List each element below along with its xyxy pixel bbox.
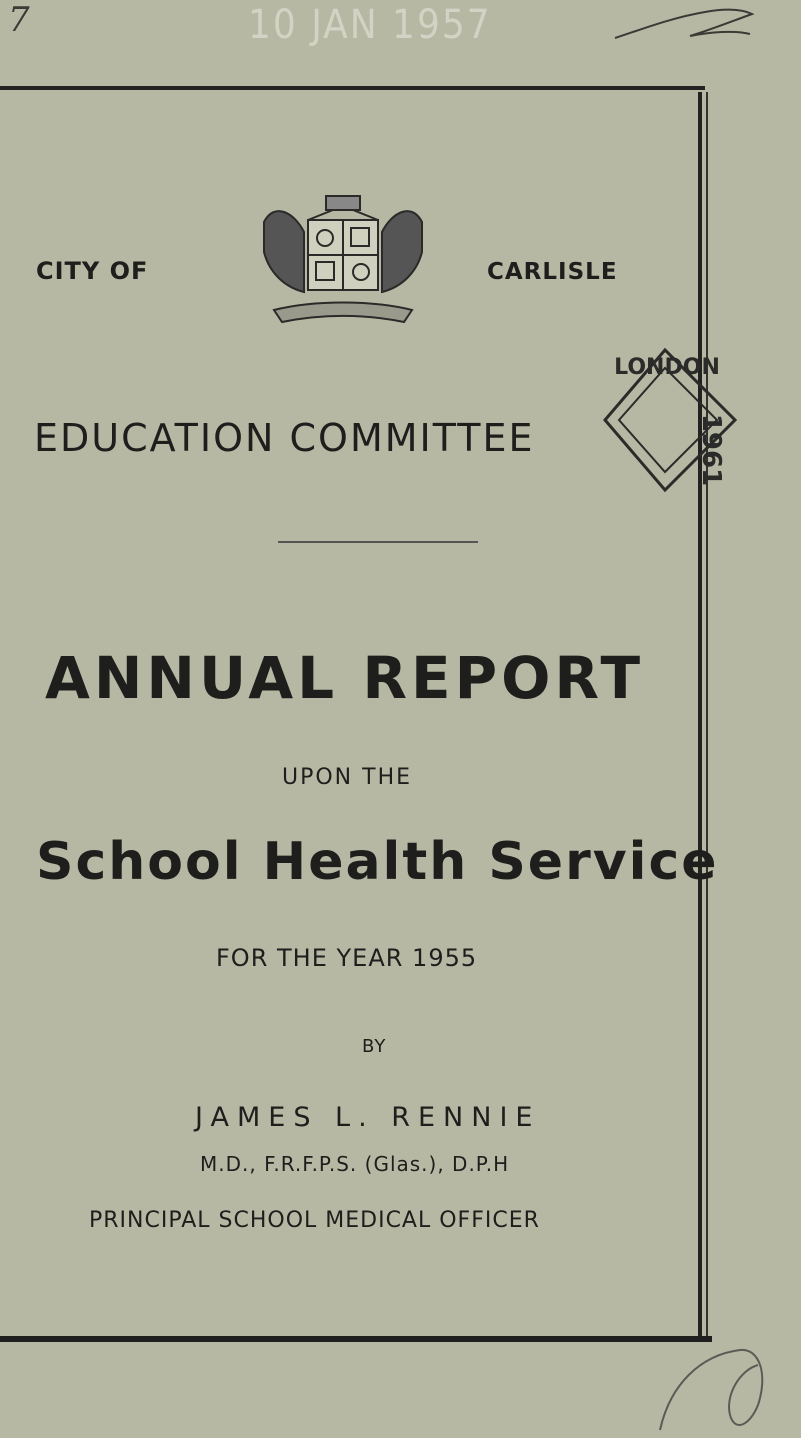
seal-year-text: 1961	[696, 413, 726, 487]
coat-of-arms-icon	[254, 192, 432, 332]
upon-the-label: UPON THE	[282, 765, 413, 790]
corner-scribble-icon	[640, 1345, 780, 1435]
report-title: ANNUAL REPORT	[45, 644, 645, 712]
report-subject: School Health Service	[36, 832, 719, 892]
signature-scribble-icon	[610, 0, 760, 50]
author-position: PRINCIPAL SCHOOL MEDICAL OFFICER	[89, 1208, 540, 1233]
city-name: CARLISLE	[487, 259, 618, 285]
frame-right-edge	[706, 92, 708, 1337]
top-border-rule	[0, 86, 705, 90]
bottom-border-rule	[0, 1336, 712, 1342]
committee-underline	[278, 541, 478, 543]
by-label: BY	[362, 1036, 387, 1057]
author-qualifications: M.D., F.R.F.P.S. (Glas.), D.P.H	[200, 1152, 510, 1176]
report-year: FOR THE YEAR 1955	[216, 944, 478, 972]
city-of-label: CITY OF	[36, 257, 149, 285]
committee-name: EDUCATION COMMITTEE	[34, 416, 535, 460]
seal-city-text: LONDON	[614, 355, 720, 380]
handwritten-mark: 7	[8, 0, 30, 40]
author-name: JAMES L. RENNIE	[195, 1102, 541, 1133]
library-seal-icon	[585, 340, 745, 510]
received-date-stamp: 10 JAN 1957	[248, 2, 492, 48]
